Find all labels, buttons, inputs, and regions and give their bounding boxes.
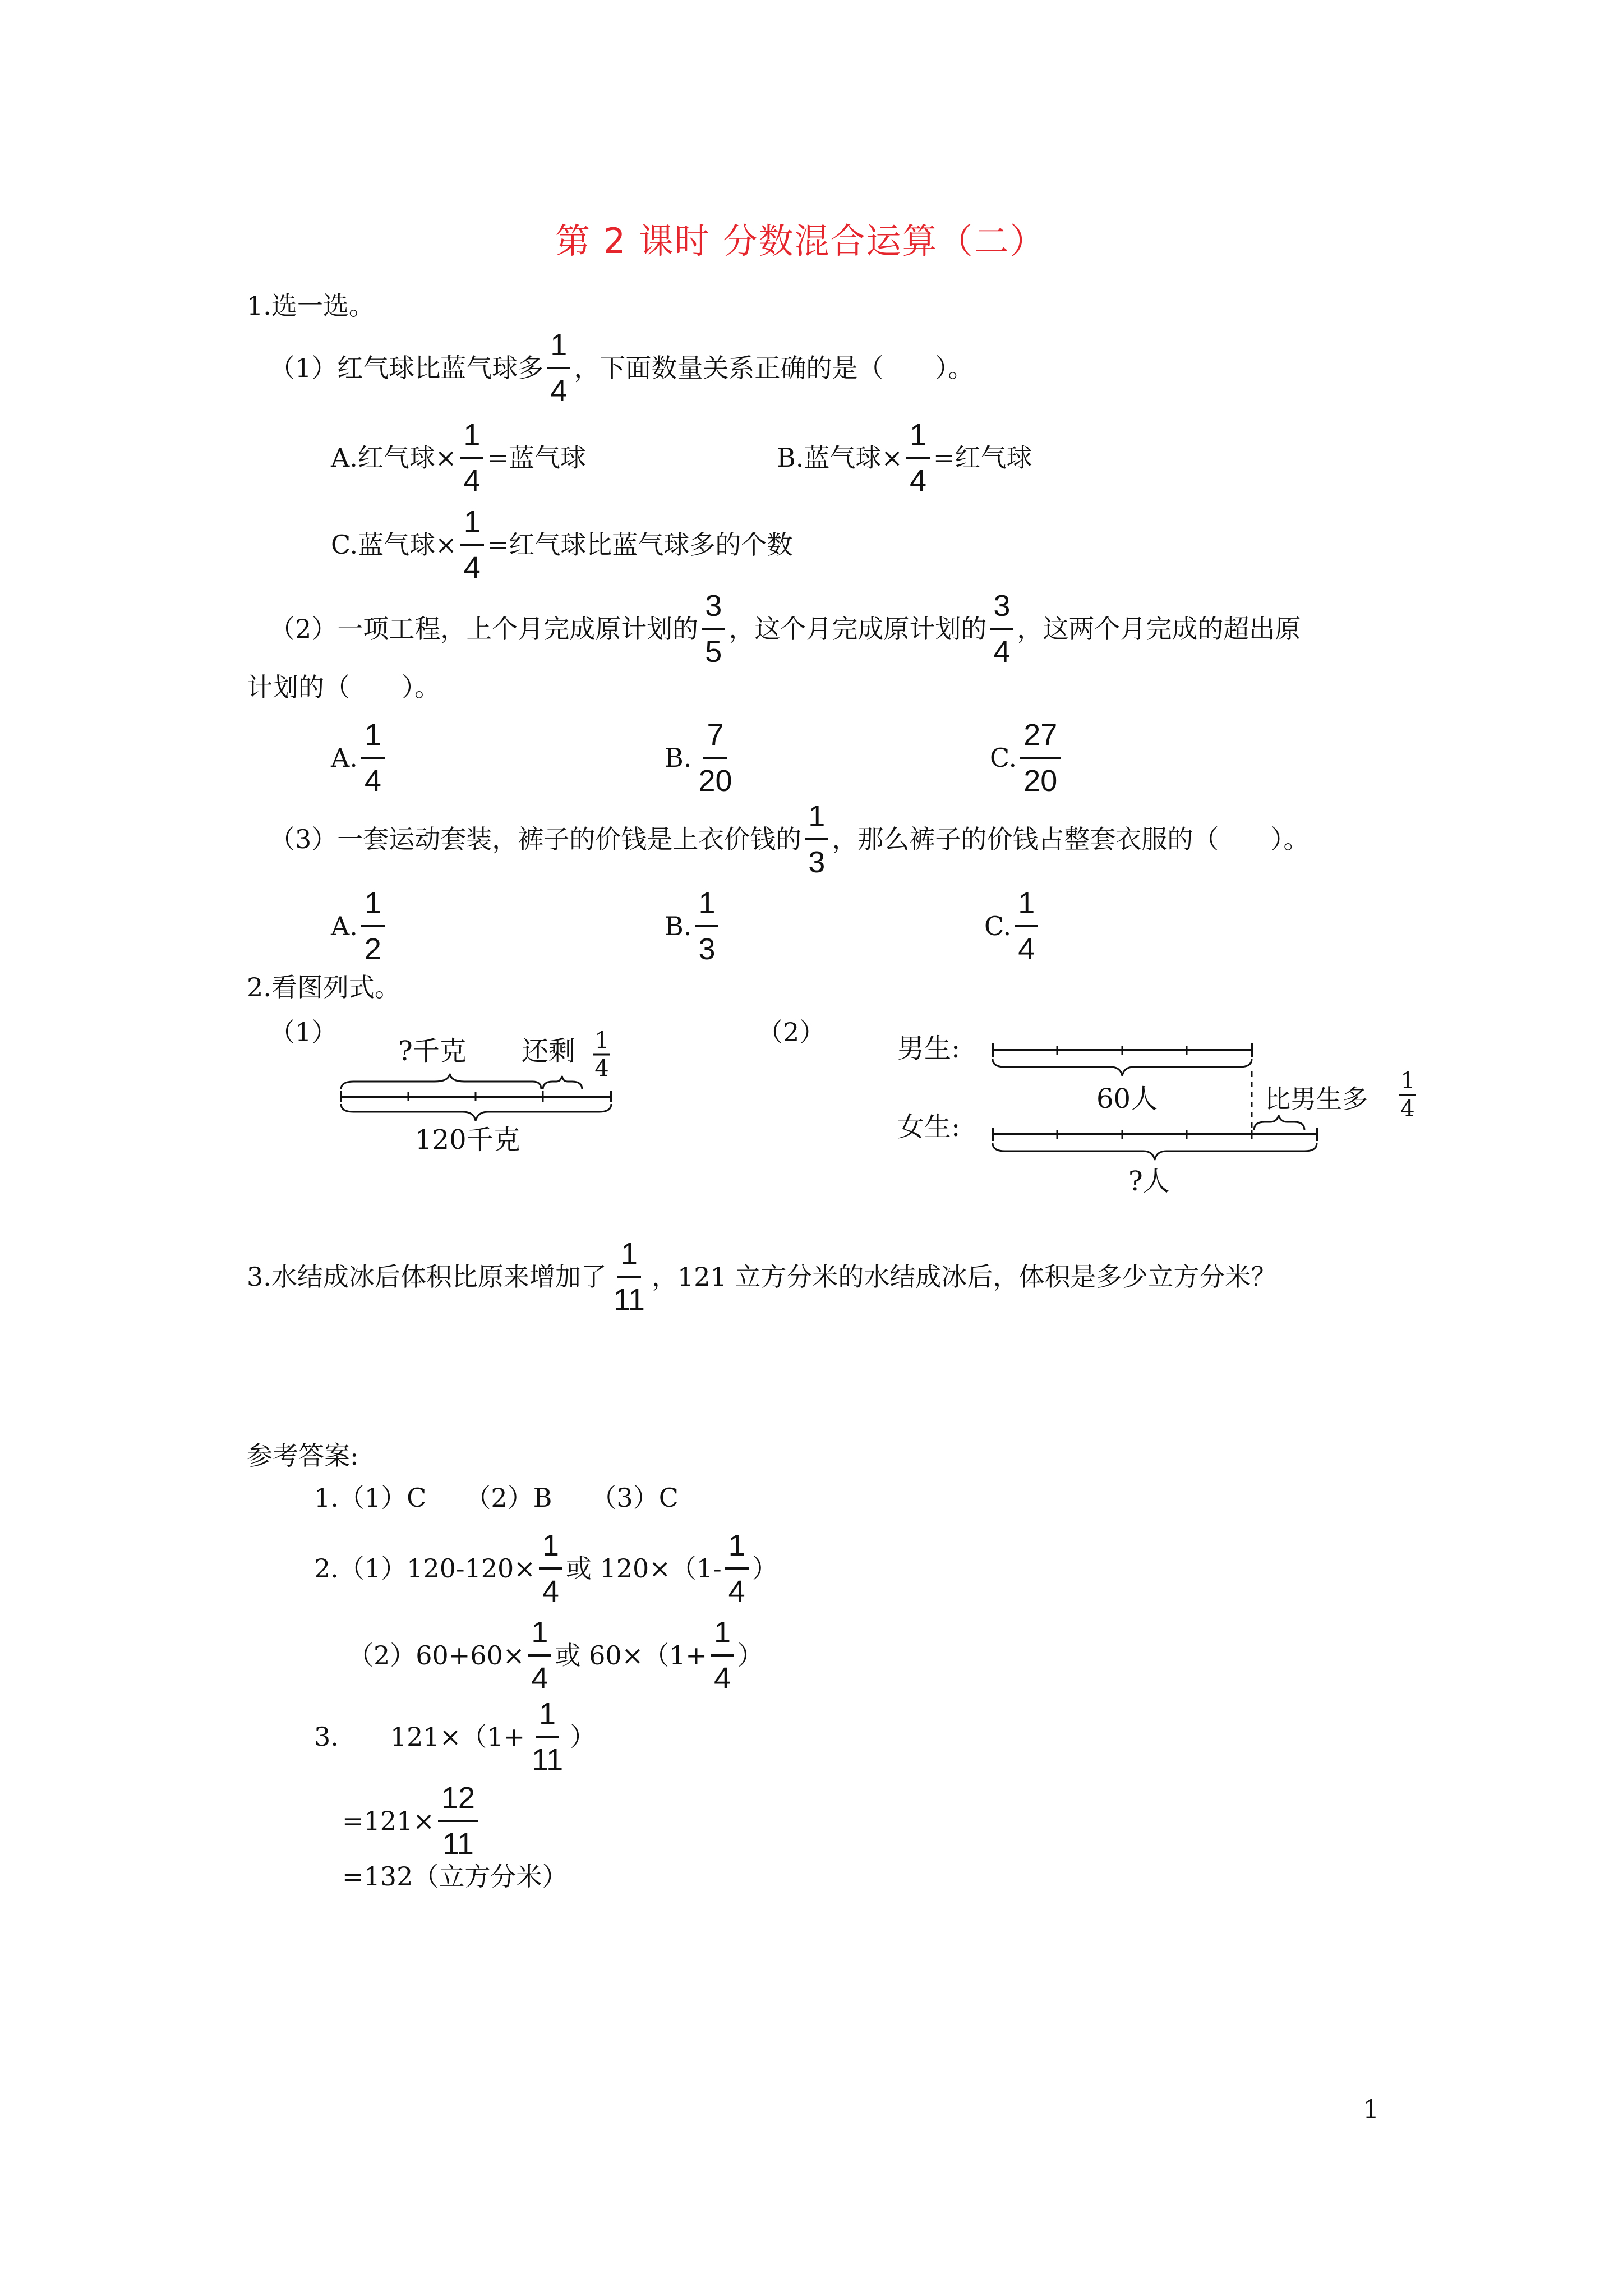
d2-girl-label: 女生: [897, 1111, 961, 1143]
q1-part2 [269, 586, 1301, 671]
fraction: $\frac{1}{4}$ [460, 415, 483, 500]
q1-p3-text: ，那么裤子的价钱占整套衣服的（ ）。 [832, 824, 1310, 854]
q2-diagram-1 [331, 1015, 645, 1161]
q1-p2-option-a [331, 715, 388, 800]
option-text: B.蓝气球× [777, 443, 903, 473]
option-letter: A. [331, 743, 358, 773]
answer-text: ） [737, 1640, 764, 1671]
extra-brace [1254, 1115, 1304, 1130]
fraction: $\frac{1}{4}$ [528, 1613, 551, 1698]
q1-p2-option-b [665, 715, 739, 800]
fraction: $\frac{27}{20}$ [1020, 715, 1061, 800]
answer-text: ） [751, 1553, 778, 1584]
answer-text: 2.（1）120-120× [314, 1553, 536, 1584]
q1-part1 [269, 325, 974, 411]
answer-3-line3: =132（立方分米） [342, 1861, 568, 1892]
option-letter: B. [665, 911, 692, 941]
q1-part3 [269, 797, 1309, 882]
q2-diagram-2 [897, 1015, 1436, 1200]
fraction: $\frac{1}{3}$ [805, 797, 828, 882]
d1-frac-num: 1 [594, 1028, 609, 1053]
fraction: $\frac{1}{4}$ [906, 415, 930, 500]
q3-text: ，121 立方分米的水结成冰后，体积是多少立方分米？ [651, 1262, 1277, 1292]
answer-3-line1 [314, 1694, 596, 1779]
d1-total-label: 120千克 [415, 1124, 520, 1156]
answer-2-1 [314, 1526, 778, 1611]
d1-remain-label: 还剩 [522, 1036, 576, 1067]
d1-frac-den: 4 [594, 1056, 609, 1082]
answer-2-2 [348, 1613, 763, 1698]
fraction: $\frac{1}{3}$ [695, 884, 718, 969]
q3 [247, 1234, 1276, 1319]
fraction: $\frac{7}{20}$ [695, 715, 735, 800]
fraction: $\frac{1}{2}$ [361, 884, 385, 969]
option-text: A.红气球× [331, 443, 457, 473]
q3-text: 3.水结成冰后体积比原来增加了 [247, 1262, 607, 1292]
q2-d2-label: （2） [757, 1017, 826, 1047]
d2-boy-label: 男生: [897, 1033, 961, 1064]
q1-p1-text: （1）红气球比蓝气球多 [269, 353, 544, 383]
bottom-brace [341, 1104, 611, 1121]
q2-heading: 2.看图列式。 [247, 972, 400, 1002]
d2-girl-total: ?人 [1128, 1166, 1170, 1197]
page-number: 1 [1363, 2094, 1380, 2124]
answer-text: =121× [342, 1806, 435, 1836]
fraction: $\frac{12}{11}$ [438, 1778, 478, 1864]
q1-p2-line2: 计划的（ ）。 [247, 672, 440, 702]
option-letter: A. [331, 911, 358, 941]
q1-p2-text: ，这个月完成原计划的 [728, 614, 987, 644]
boy-brace [993, 1059, 1252, 1076]
q1-p1-text-after: ，下面数量关系正确的是（ ）。 [574, 353, 974, 383]
q1-p1-option-c [331, 502, 792, 587]
option-letter: C. [990, 743, 1017, 773]
answer-text: （2）60+60× [348, 1640, 525, 1671]
option-letter: B. [665, 743, 692, 773]
answer-text: 3. 121×（1+ [314, 1722, 525, 1752]
answers-heading: 参考答案: [247, 1441, 359, 1471]
fraction: $\frac{1}{11}$ [610, 1234, 648, 1319]
fraction: $\frac{1}{4}$ [361, 715, 385, 800]
option-letter: C. [984, 911, 1012, 941]
fraction: $\frac{1}{4}$ [547, 325, 570, 411]
fraction: $\frac{3}{5}$ [702, 586, 725, 671]
d1-unknown-label: ?千克 [398, 1036, 467, 1067]
d2-frac-num: 1 [1400, 1068, 1415, 1094]
q1-p1-option-b [777, 415, 1032, 500]
fraction: $\frac{1}{4}$ [725, 1526, 749, 1611]
d2-extra-label: 比男生多 [1265, 1084, 1368, 1114]
q1-p2-option-c [990, 715, 1064, 800]
answer-text: ） [570, 1722, 596, 1752]
fraction: $\frac{3}{4}$ [990, 586, 1013, 671]
fraction: $\frac{1}{4}$ [460, 502, 484, 587]
q1-heading: 1.选一选。 [247, 291, 375, 321]
option-text: =红气球比蓝气球多的个数 [487, 530, 793, 560]
top-brace-right [543, 1076, 582, 1089]
q1-p3-option-c [984, 884, 1041, 969]
option-text: =红气球 [933, 443, 1032, 473]
q1-p3-option-a [331, 884, 388, 969]
fraction: $\frac{1}{4}$ [1015, 884, 1038, 969]
q1-p3-option-b [665, 884, 722, 969]
page-title: 第 2 课时 分数混合运算（二） [555, 220, 1046, 261]
q1-p1-option-a [331, 415, 586, 500]
answer-text: 或 120×（1- [565, 1553, 722, 1584]
girl-brace [993, 1143, 1317, 1160]
d2-frac-den: 4 [1400, 1096, 1415, 1122]
q2-d1-label: （1） [269, 1017, 338, 1047]
fraction: $\frac{1}{4}$ [711, 1613, 734, 1698]
q1-p2-text: ，这两个月完成的超出原 [1017, 614, 1301, 644]
fraction: $\frac{1}{11}$ [528, 1694, 566, 1779]
fraction: $\frac{1}{4}$ [539, 1526, 562, 1611]
q1-p2-text: （2）一项工程，上个月完成原计划的 [269, 614, 699, 644]
answer-1: 1.（1）C （2）B （3）C [314, 1483, 679, 1513]
option-text: C.蓝气球× [331, 530, 457, 560]
answer-text: 或 60×（1+ [555, 1640, 707, 1671]
option-text: =蓝气球 [487, 443, 586, 473]
q1-p3-text: （3）一套运动套装，裤子的价钱是上衣价钱的 [269, 824, 802, 854]
answer-3-line2 [342, 1778, 482, 1864]
top-brace-left [341, 1074, 541, 1089]
d2-boy-total: 60人 [1096, 1083, 1158, 1115]
